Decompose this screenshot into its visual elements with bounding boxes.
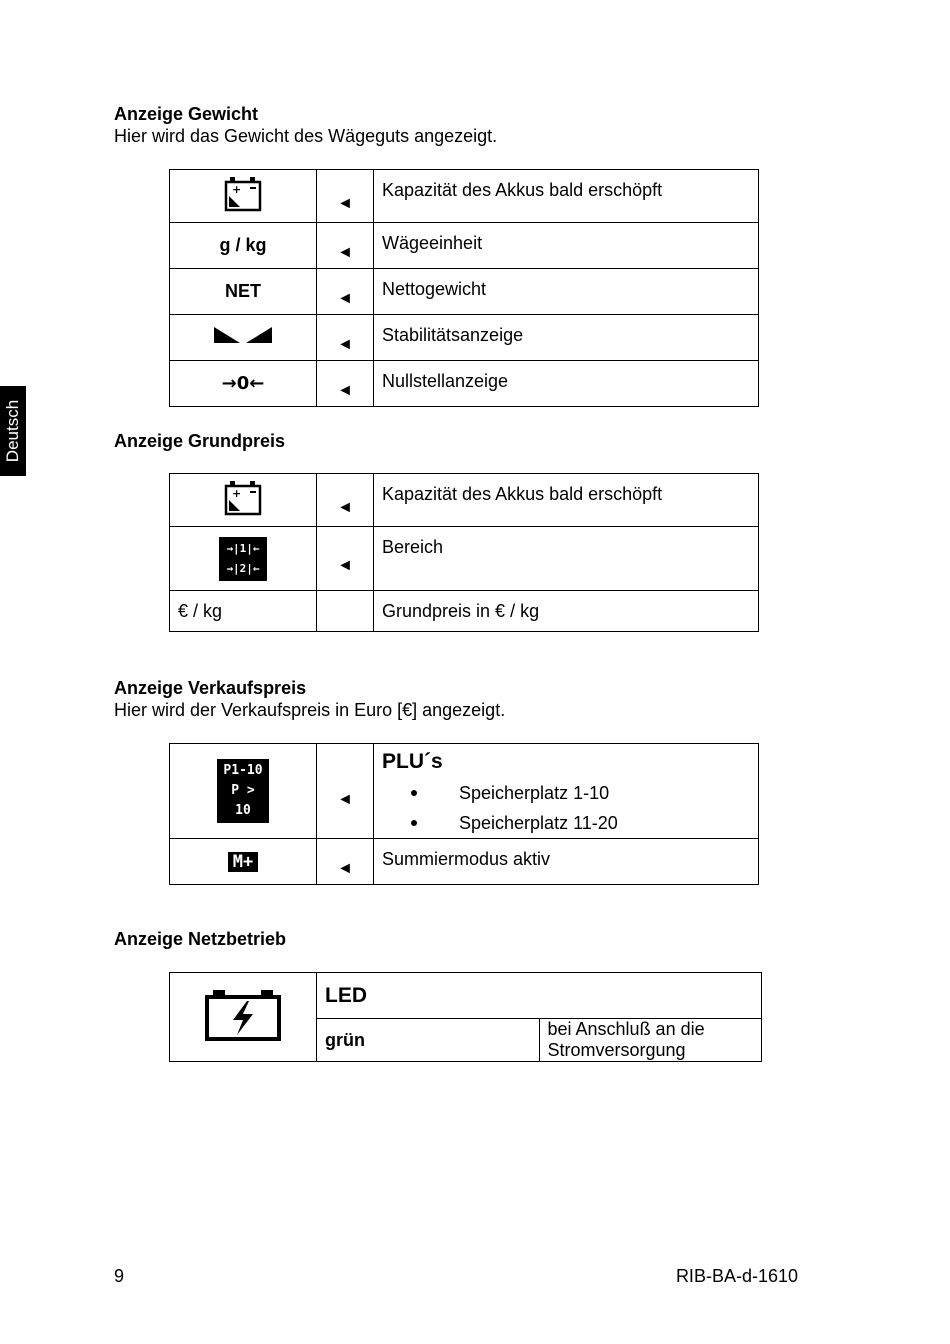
base-price-table (169, 473, 759, 632)
row-desc: Stabilitätsanzeige (374, 315, 759, 361)
battery-low-icon-graphic (223, 176, 263, 212)
sale-price-text: Hier wird der Verkaufspreis in Euro [€] angezeigt. (114, 700, 506, 720)
led-label: LED (317, 973, 762, 1019)
row-desc: Kapazität des Akkus bald erschöpft (374, 474, 759, 527)
unit-symbol: g / kg (170, 223, 317, 269)
arrow-cell: ◄ (317, 839, 374, 885)
battery-low-icon (170, 170, 317, 223)
page-number: 9 (114, 1266, 125, 1286)
plu-icon (170, 744, 317, 839)
mains-table (169, 972, 762, 1062)
row-desc: Summiermodus aktiv (374, 839, 759, 885)
battery-low-icon (170, 474, 317, 527)
stability-icon (170, 315, 317, 361)
table-row (170, 361, 759, 407)
sum-mode-label: M+ (228, 852, 258, 872)
range-icon-line1: →|1|← (226, 541, 260, 555)
table-row (170, 591, 759, 632)
plu-icon-line1: P1-10 (223, 763, 263, 778)
weight-table (169, 169, 759, 407)
document-id: RIB-BA-d-1610 (675, 1266, 798, 1286)
plu-title: PLU´s (382, 750, 443, 773)
led-state: grün (317, 1019, 540, 1062)
table-row (170, 223, 759, 269)
arrow-cell: ◄ (317, 269, 374, 315)
language-tab (0, 386, 26, 476)
arrow-cell: ◄ (317, 361, 374, 407)
range-icon-line2: →|2|← (226, 561, 260, 575)
stability-icon-graphic (212, 325, 274, 345)
mains-heading: Anzeige Netzbetrieb (114, 929, 287, 949)
row-desc: Bereich (374, 527, 759, 591)
table-row (170, 269, 759, 315)
table-row (170, 744, 759, 839)
table-row (170, 315, 759, 361)
row-desc: Grundpreis in € / kg (374, 591, 759, 632)
mains-battery-icon (170, 973, 317, 1062)
battery-low-icon-graphic (223, 480, 263, 516)
arrow-cell: ◄ (317, 474, 374, 527)
table-row (170, 839, 759, 885)
arrow-cell: ◄ (317, 170, 374, 223)
svg-text:+: + (232, 486, 242, 500)
arrow-cell: ◄ (317, 744, 374, 839)
row-desc: Nettogewicht (374, 269, 759, 315)
plu-icon-line2: P > 10 (231, 783, 255, 818)
charging-battery-icon (203, 987, 283, 1043)
net-symbol: NET (170, 269, 317, 315)
language-tab-label: Deutsch (3, 399, 22, 463)
list-item: Speicherplatz 1-10 (382, 778, 758, 808)
base-price-heading: Anzeige Grundpreis (114, 431, 286, 451)
row-desc: Nullstellanzeige (374, 361, 759, 407)
table-row (170, 973, 762, 1019)
svg-text:+: + (232, 182, 242, 196)
weight-heading: Anzeige Gewicht (114, 104, 259, 124)
plu-list (382, 778, 758, 838)
sale-price-heading: Anzeige Verkaufspreis (114, 678, 307, 698)
table-row (170, 170, 759, 223)
weight-text: Hier wird das Gewicht des Wägeguts angezeigt. (114, 126, 498, 146)
price-unit-symbol: € / kg (170, 591, 317, 632)
range-icon (170, 527, 317, 591)
arrow-cell: ◄ (317, 223, 374, 269)
list-item: Speicherplatz 11-20 (382, 808, 758, 838)
empty-cell (317, 591, 374, 632)
table-row (170, 474, 759, 527)
row-desc: Kapazität des Akkus bald erschöpft (374, 170, 759, 223)
row-desc: Wägeeinheit (374, 223, 759, 269)
table-row (170, 527, 759, 591)
plu-desc (374, 744, 759, 839)
arrow-cell: ◄ (317, 315, 374, 361)
sum-mode-icon (170, 839, 317, 885)
zero-symbol: →0← (170, 361, 317, 407)
led-desc: bei Anschluß an die Stromversorgung (539, 1019, 762, 1062)
arrow-cell: ◄ (317, 527, 374, 591)
sale-price-table (169, 743, 759, 885)
